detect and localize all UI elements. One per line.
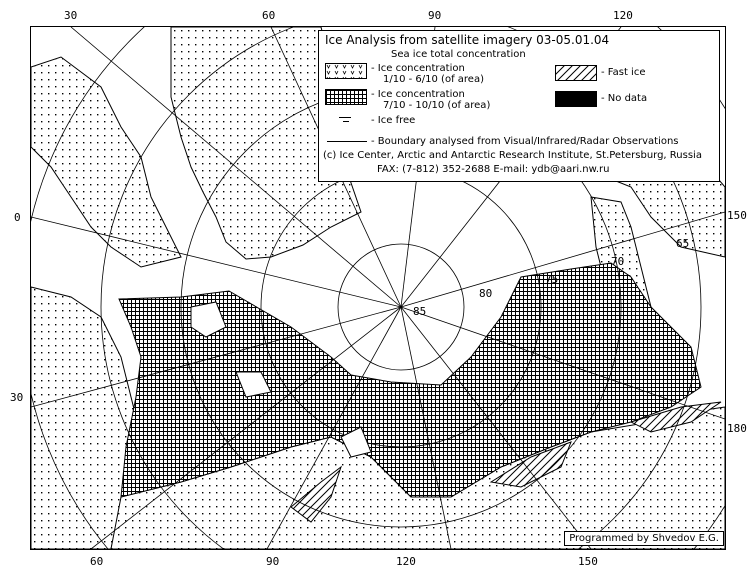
lon-label-bottom-120: 120 [396,555,416,568]
lon-label-bottom-90: 90 [266,555,280,568]
legend-subtitle: Sea ice total concentration [391,49,526,60]
legend-organization: (c) Ice Center, Arctic and Antarctic Research Institute, St.Petersburg, Russia [323,150,702,161]
lon-label-left-0: 0 [14,211,21,224]
legend-boundary: - Boundary analysed from Visual/Infrared/Radar Observations [371,136,679,147]
legend-contact: FAX: (7-812) 352-2688 E-mail: ydb@aari.nw.ru [377,164,610,175]
ice-free-icon [339,117,351,118]
lon-label-top-60: 60 [262,9,276,22]
lon-label-right-150: 150 [727,209,747,222]
legend-title: Ice Analysis from satellite imagery 03-05.01.04 [325,33,610,47]
legend-open-ice-line1: - Ice concentration [371,63,465,74]
legend-ice-free: - Ice free [371,115,416,126]
lat-label-75: 75 [545,273,559,286]
swatch-open-ice [325,63,367,79]
lat-label-85: 85 [413,305,427,318]
legend-no-data: - No data [601,93,648,104]
legend-close-ice-line1: - Ice concentration [371,89,465,100]
swatch-fast-ice [555,65,597,81]
lon-label-top-90: 90 [428,9,442,22]
credit-label: Programmed by Shvedov E.G. [564,531,724,546]
swatch-close-ice [325,89,367,105]
legend-close-ice-line2: 7/10 - 10/10 (of area) [383,100,491,111]
lon-label-top-30: 30 [64,9,78,22]
legend-open-ice-line2: 1/10 - 6/10 (of area) [383,74,484,85]
lat-label-80: 80 [479,287,493,300]
lon-label-left-30: 30 [10,391,24,404]
lat-label-70: 70 [611,255,625,268]
lon-label-right-180: 180 [727,422,747,435]
lon-label-bottom-150: 150 [578,555,598,568]
legend [318,30,720,182]
lat-label-65: 65 [676,237,690,250]
boundary-line-icon [327,141,367,142]
swatch-no-data [555,91,597,107]
lon-label-top-120: 120 [613,9,633,22]
lon-label-bottom-60: 60 [90,555,104,568]
legend-fast-ice: - Fast ice [601,67,646,78]
ice-free-icon-dash [343,121,349,122]
